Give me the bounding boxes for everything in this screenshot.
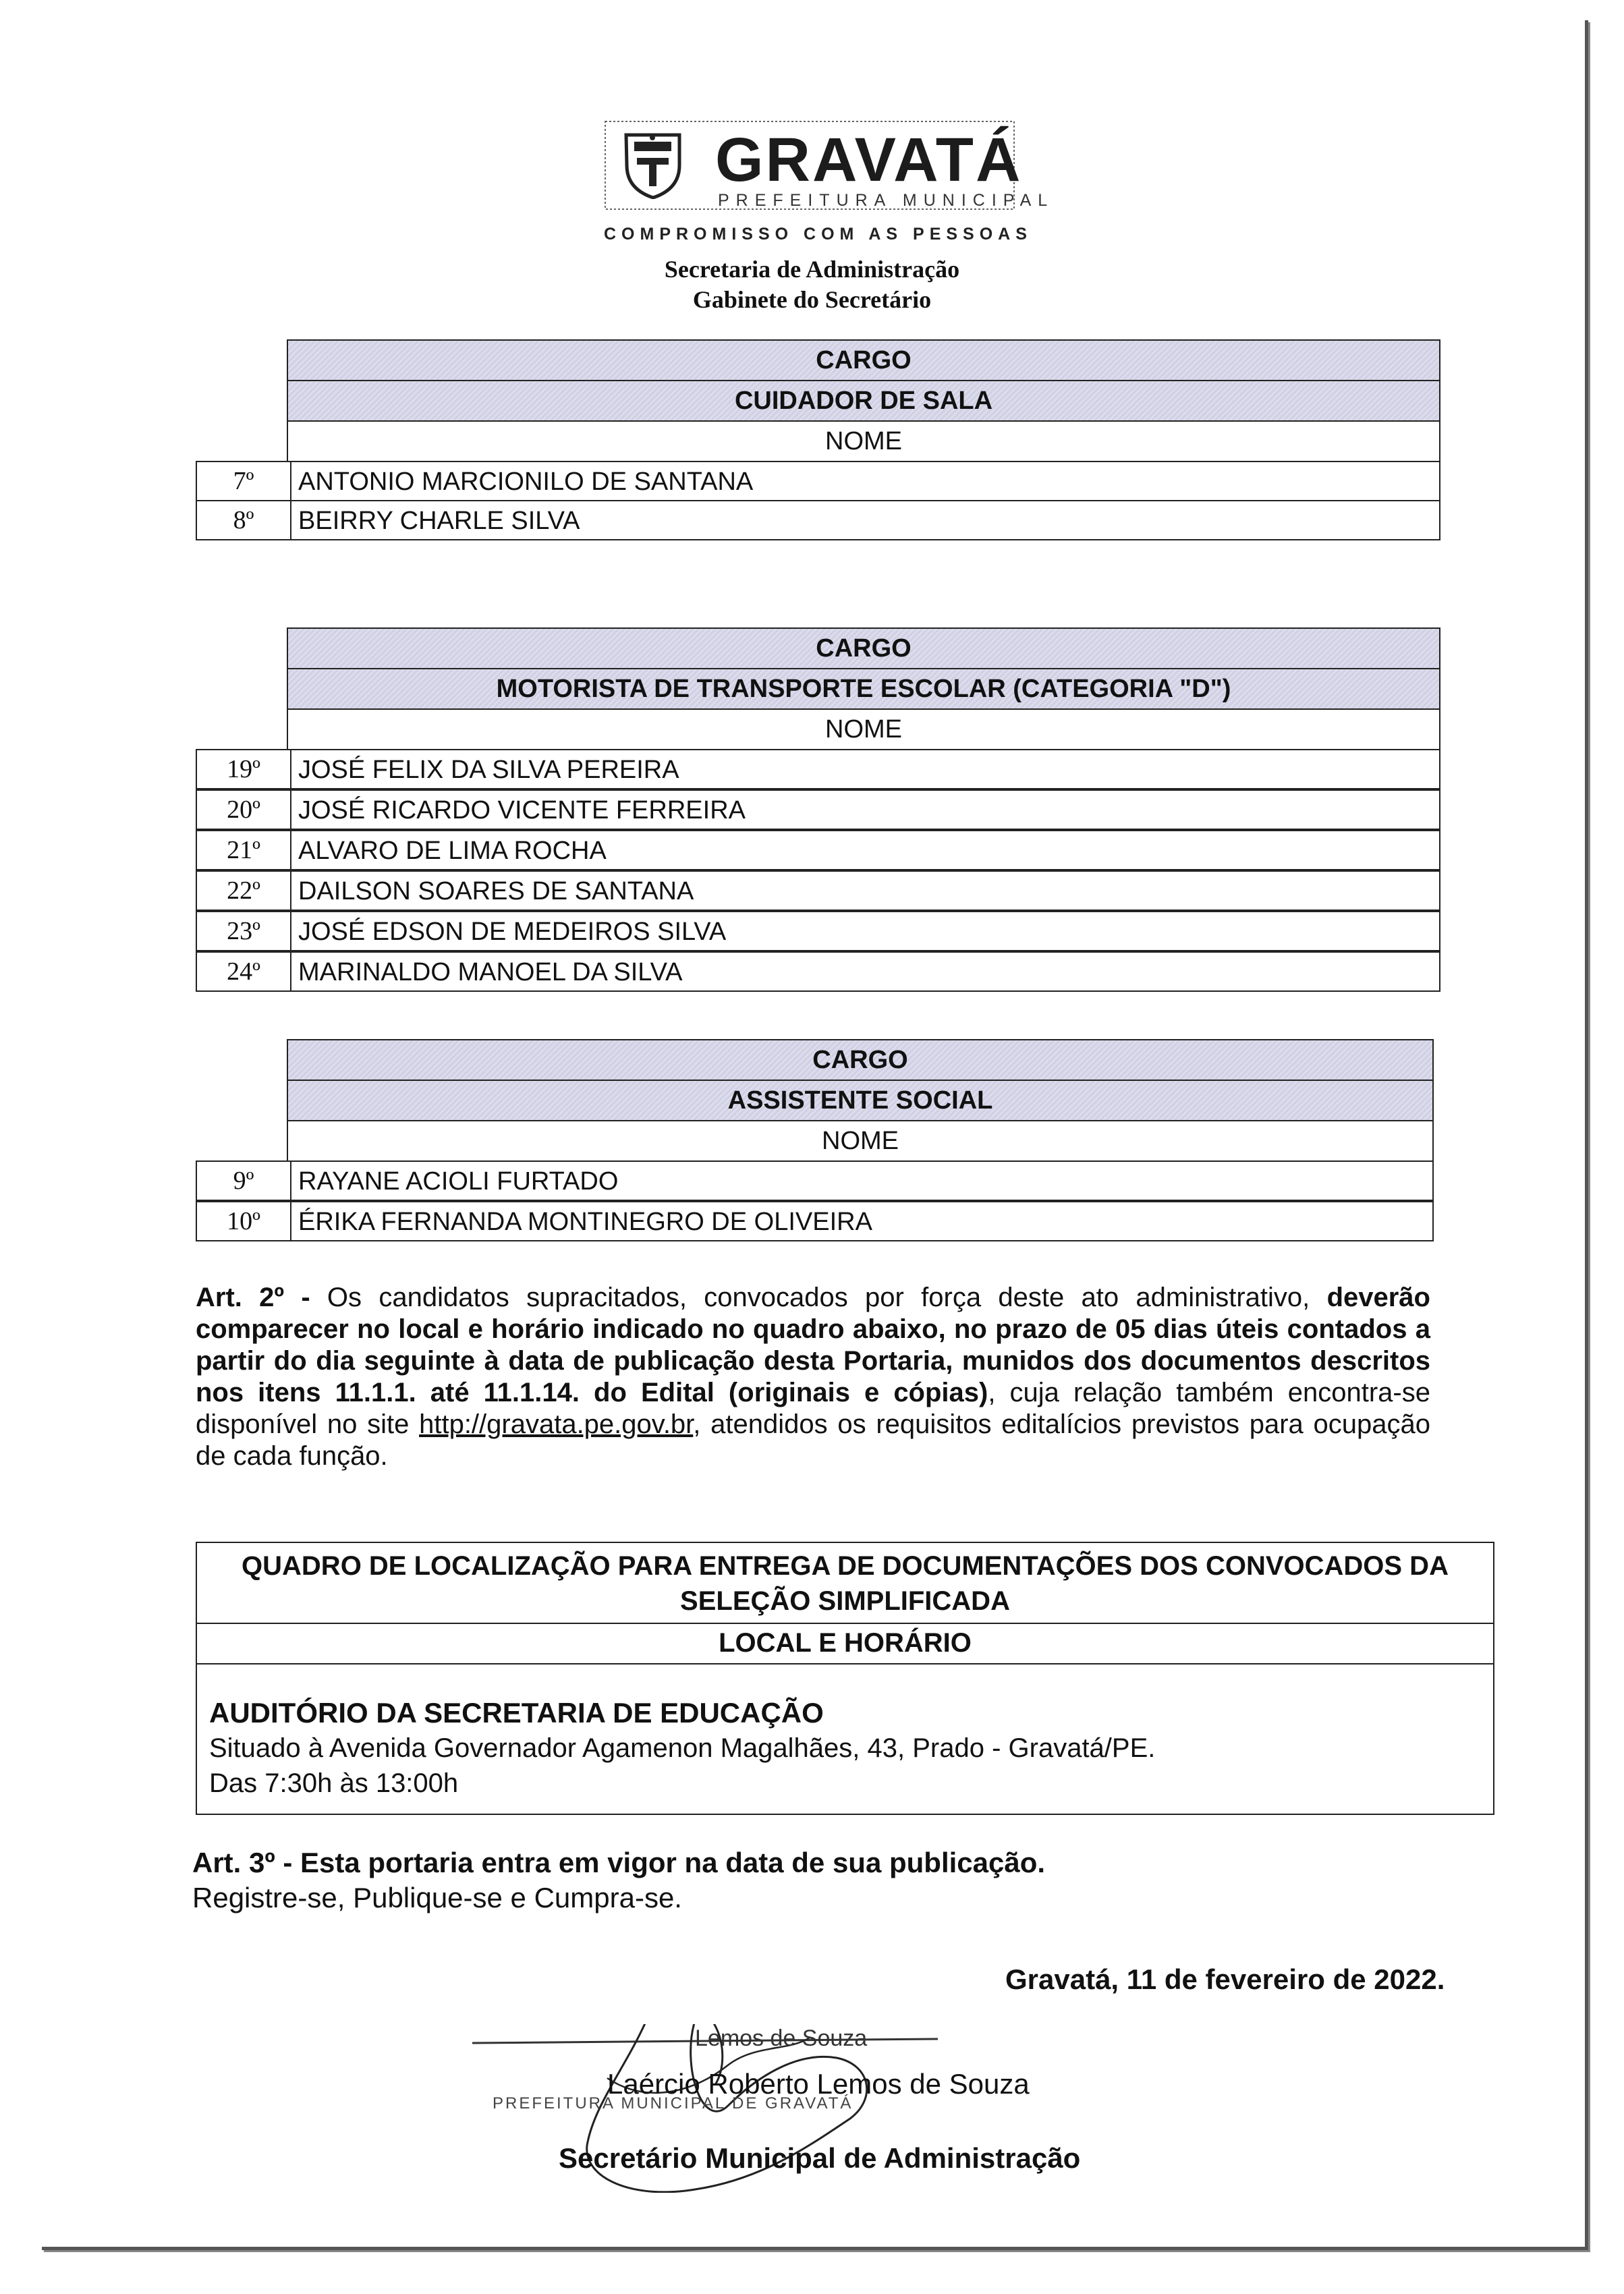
rank-number: 22º [197, 872, 291, 910]
divider [197, 1663, 1493, 1664]
location-box-title: QUADRO DE LOCALIZAÇÃO PARA ENTREGA DE DOCUMENTAÇÕES DOS CONVOCADOS DA SELEÇÃO SIMPLIFICADA [242, 1551, 1449, 1616]
article-3-block [192, 1845, 1045, 1915]
nome-header: NOME [287, 708, 1440, 750]
rank-number: 10º [197, 1202, 291, 1240]
office-title: Gabinete do Secretário [692, 286, 932, 313]
article-2-paragraph [196, 1282, 1430, 1472]
brand-name: GRAVATÁ [715, 125, 1023, 194]
table-row [196, 1201, 1434, 1241]
closing-formula: Registre-se, Publique-se e Cumpra-se. [192, 1882, 682, 1913]
table-row [196, 951, 1440, 992]
cargo-label: CARGO [287, 627, 1440, 669]
rank-number: 9º [197, 1162, 291, 1200]
article-3-text: Art. 3º - Esta portaria entra em vigor na data de sua publicação. [192, 1847, 1046, 1878]
candidate-name: DAILSON SOARES DE SANTANA [298, 877, 694, 905]
candidate-name: JOSÉ FELIX DA SILVA PEREIRA [298, 756, 679, 784]
candidate-name: ANTONIO MARCIONILO DE SANTANA [298, 468, 754, 496]
city-date: Gravatá, 11 de fevereiro de 2022. [1005, 1963, 1445, 1995]
location-address: Situado à Avenida Governador Agamenon Magalhães, 43, Prado - Gravatá/PE. [209, 1733, 1156, 1763]
cargo-label: CARGO [287, 1039, 1434, 1081]
cargo-name: CUIDADOR DE SALA [287, 380, 1440, 422]
rank-number: 24º [197, 953, 291, 990]
rank-number: 8º [197, 501, 291, 539]
signer-name: Laércio Roberto Lemos de Souza [607, 2068, 1030, 2100]
article-2-bold: deverão comparecer no local e horário indicado no quadro abaixo, no prazo de 05 dias úteis contados a partir do dia seguinte à data de publicação desta Portaria, munidos dos documentos descritos nos itens 11.1.1. até 11.1.14. do Edital (originais e cópias) [196, 1283, 1430, 1407]
candidate-name: ÉRIKA FERNANDA MONTINEGRO DE OLIVEIRA [298, 1208, 872, 1236]
cargo-label: CARGO [287, 339, 1440, 381]
nome-header: NOME [287, 420, 1440, 462]
table-row [196, 1160, 1434, 1201]
location-hours: Das 7:30h às 13:00h [209, 1768, 459, 1798]
rank-number: 7º [197, 462, 291, 500]
cargo-name: ASSISTENTE SOCIAL [287, 1080, 1434, 1121]
nome-header: NOME [287, 1120, 1434, 1162]
article-2-text-2: , cuja relação também encontra-se disponível no site [196, 1378, 1430, 1439]
table-row [196, 789, 1440, 830]
candidate-name: MARINALDO MANOEL DA SILVA [298, 958, 683, 986]
table-row [196, 500, 1440, 540]
location-box [196, 1542, 1494, 1815]
municipal-crest-icon [621, 128, 685, 199]
article-2-text-1: Os candidatos supracitados, convocados por força deste ato administrativo, [310, 1283, 1327, 1312]
rank-number: 20º [197, 791, 291, 829]
rank-number: 23º [197, 912, 291, 950]
candidate-name: BEIRRY CHARLE SILVA [298, 507, 580, 535]
rank-number: 21º [197, 831, 291, 869]
candidate-name: JOSÉ RICARDO VICENTE FERREIRA [298, 796, 746, 824]
brand-motto: COMPROMISSO COM AS PESSOAS [604, 225, 1032, 244]
site-link[interactable]: http://gravata.pe.gov.br [419, 1409, 694, 1439]
stamp-bottom-text: PREFEITURA MUNICIPAL DE GRAVATÁ [493, 2094, 853, 2113]
table-row [196, 461, 1440, 501]
table-row [196, 911, 1440, 951]
candidate-name: RAYANE ACIOLI FURTADO [298, 1167, 619, 1196]
article-2-text-3: , atendidos os requisitos editalícios previstos para ocupação de cada função. [196, 1409, 1430, 1471]
table-row [196, 749, 1440, 789]
rank-number: 19º [197, 750, 291, 788]
signer-role: Secretário Municipal de Administração [559, 2142, 1081, 2174]
location-box-subtitle: LOCAL E HORÁRIO [719, 1628, 972, 1658]
location-place: AUDITÓRIO DA SECRETARIA DE EDUCAÇÃO [209, 1697, 824, 1729]
article-2-lead: Art. 2º - [196, 1283, 310, 1312]
cargo-name: MOTORISTA DE TRANSPORTE ESCOLAR (CATEGORIA "D") [287, 668, 1440, 710]
brand-subtitle: PREFEITURA MUNICIPAL [718, 191, 1055, 210]
department-title: Secretaria de Administração [664, 256, 960, 283]
candidate-name: ALVARO DE LIMA ROCHA [298, 837, 607, 865]
table-row [196, 870, 1440, 911]
table-row [196, 830, 1440, 870]
stamp-top-text: Lemos de Souza [695, 2025, 868, 2051]
candidate-name: JOSÉ EDSON DE MEDEIROS SILVA [298, 918, 727, 946]
